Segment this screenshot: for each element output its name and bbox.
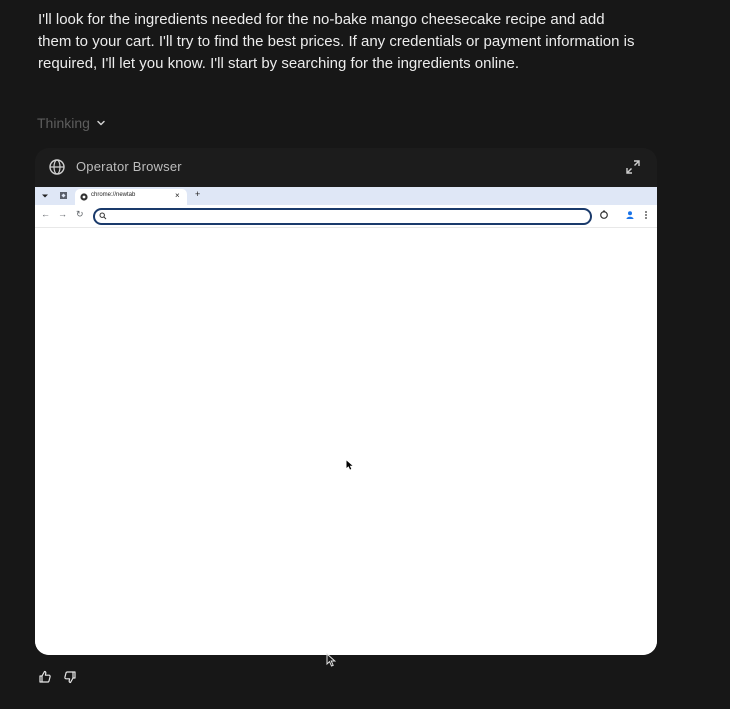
- new-tab-button[interactable]: +: [195, 189, 201, 199]
- operator-title: Operator Browser: [76, 159, 182, 174]
- forward-button[interactable]: →: [58, 209, 67, 219]
- chevron-down-icon: [96, 118, 106, 128]
- expand-icon[interactable]: [625, 159, 641, 175]
- search-icon: [99, 212, 107, 220]
- globe-icon: [48, 158, 66, 176]
- thinking-label: Thinking: [37, 115, 90, 131]
- reload-button[interactable]: ↻: [76, 209, 84, 219]
- address-input[interactable]: [111, 210, 581, 223]
- pointer-cursor-icon: [326, 653, 336, 667]
- thumbs-up-icon[interactable]: [38, 670, 52, 684]
- browser-toolbar: [35, 205, 657, 228]
- browser-page-content[interactable]: [35, 228, 657, 655]
- tab-title: chrome://newtab: [91, 192, 136, 198]
- chrome-favicon-icon: [80, 193, 88, 201]
- operator-browser-panel: [35, 148, 657, 655]
- tab-newtab[interactable]: [75, 189, 187, 205]
- address-bar[interactable]: [93, 208, 592, 225]
- tab-close-icon[interactable]: ×: [175, 191, 180, 200]
- profile-icon[interactable]: [625, 210, 635, 220]
- assistant-message: I'll look for the ingredients needed for the no-bake mango cheesecake recipe and add them to your cart. I'll try to find the best prices. If any credentials or payment information is required, I'll let you know. I'll start by searching for the ingredients online.: [38, 11, 635, 72]
- thumbs-down-icon[interactable]: [63, 670, 77, 684]
- tab-strip: [35, 187, 657, 205]
- extensions-icon[interactable]: [599, 210, 609, 220]
- tab-search-dropdown-icon[interactable]: [41, 192, 49, 200]
- feedback-bar: [38, 670, 77, 684]
- back-button[interactable]: ←: [41, 209, 50, 219]
- pinned-tab-icon[interactable]: [59, 191, 68, 200]
- mouse-cursor-icon: [346, 460, 354, 470]
- more-menu-icon[interactable]: [641, 210, 651, 220]
- browser-viewport: [35, 187, 657, 655]
- operator-header: [35, 148, 657, 188]
- thinking-toggle[interactable]: [37, 115, 106, 131]
